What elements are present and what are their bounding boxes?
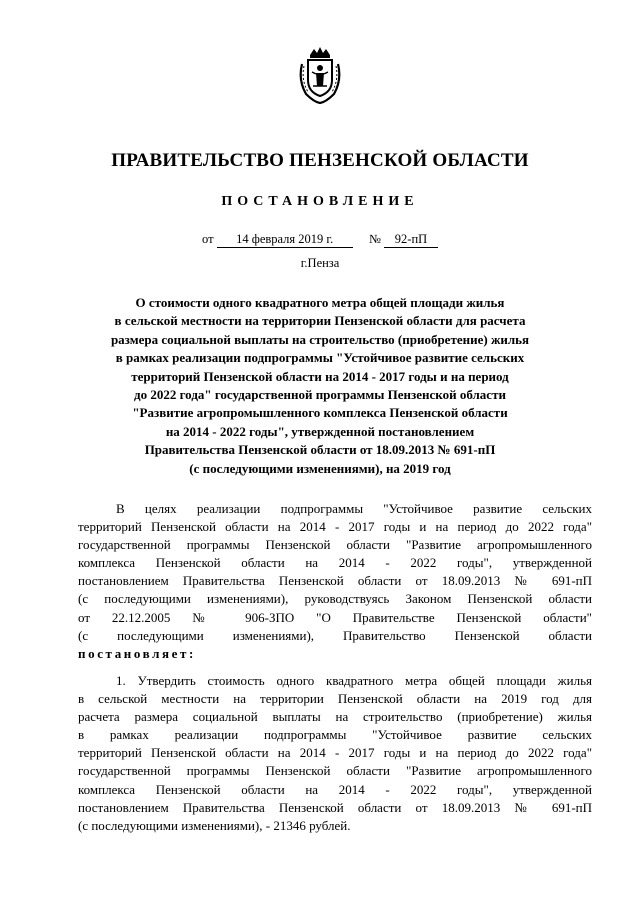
body-line: постановлением Правительства Пензенской области от 18.09.2013 № 691-пП xyxy=(78,799,592,815)
body-line: территорий Пензенской области на 2014 - 2017 годы и на период до 2022 года" xyxy=(78,519,592,535)
resolves-word: постановляет: xyxy=(78,645,196,661)
body-line: от 22.12.2005 № 906-ЗПО "О Правительстве Пензенской области" xyxy=(78,609,592,625)
number-prefix: № xyxy=(368,232,381,246)
body-line: государственной программы Пензенской области "Развитие агропромышленного xyxy=(78,537,592,553)
body-line: (с последующими изменениями), - 21346 рублей. xyxy=(78,817,351,833)
city: г.Пенза xyxy=(300,256,340,270)
heading-line: на 2014 - 2022 годы", утвержденной постановлением xyxy=(165,423,475,439)
item-1-paragraph xyxy=(78,672,592,835)
heading-line: О стоимости одного квадратного метра общей площади жилья xyxy=(135,295,505,310)
heading-line: до 2022 года" государственной программы Пензенской области xyxy=(134,387,506,403)
body-line: в рамках реализации подпрограммы "Устойчивое развитие сельских xyxy=(78,727,592,743)
heading-line: территорий Пензенской области на 2014 - 2017 годы и на период xyxy=(131,368,509,384)
heading-line: (с последующими изменениями), на 2019 год xyxy=(189,460,451,476)
document-type: ПОСТАНОВЛЕНИЕ xyxy=(221,194,419,209)
document-heading xyxy=(80,294,560,478)
document-date: 14 февраля 2019 г. xyxy=(217,232,353,248)
body-line: (с последующими изменениями), Правительство Пензенской области xyxy=(78,627,592,643)
heading-line: в сельской местности на территории Пензенской области для расчета xyxy=(114,313,526,329)
document-number: 92-пП xyxy=(384,232,438,248)
organization-title: ПРАВИТЕЛЬСТВО ПЕНЗЕНСКОЙ ОБЛАСТИ xyxy=(111,150,529,171)
body-line: (с последующими изменениями), руководствуясь Законом Пензенской области xyxy=(78,591,592,607)
preamble-paragraph xyxy=(78,500,592,663)
body-line: В целях реализации подпрограммы "Устойчивое развитие сельских xyxy=(116,501,592,516)
body-line: расчета размера социальной выплаты на строительство (приобретение) жилья xyxy=(78,709,592,725)
body-line: территорий Пензенской области на 2014 - 2017 годы и на период до 2022 года" xyxy=(78,745,592,761)
body-line: комплекса Пензенской области на 2014 - 2022 годы", утвержденной xyxy=(78,555,592,571)
coat-of-arms-icon xyxy=(296,46,344,104)
body-line: 1. Утвердить стоимость одного квадратного метра общей площади жилья xyxy=(116,673,592,688)
date-number-line xyxy=(0,232,640,248)
heading-line: в рамках реализации подпрограммы "Устойчивое развитие сельских xyxy=(115,350,525,366)
body-line: постановлением Правительства Пензенской области от 18.09.2013 № 691-пП xyxy=(78,573,592,589)
heading-line: размера социальной выплаты на строительство (приобретение) жилья xyxy=(110,331,530,347)
date-prefix: от xyxy=(202,232,214,246)
body-line: в сельской местности на территории Пензенской области на 2019 год для xyxy=(78,691,592,707)
heading-line: Правительства Пензенской области от 18.09.2013 № 691-пП xyxy=(144,442,496,458)
heading-line: "Развитие агропромышленного комплекса Пензенской области xyxy=(132,405,508,421)
body-line: государственной программы Пензенской области "Развитие агропромышленного xyxy=(78,763,592,779)
body-line: комплекса Пензенской области на 2014 - 2022 годы", утвержденной xyxy=(78,781,592,797)
